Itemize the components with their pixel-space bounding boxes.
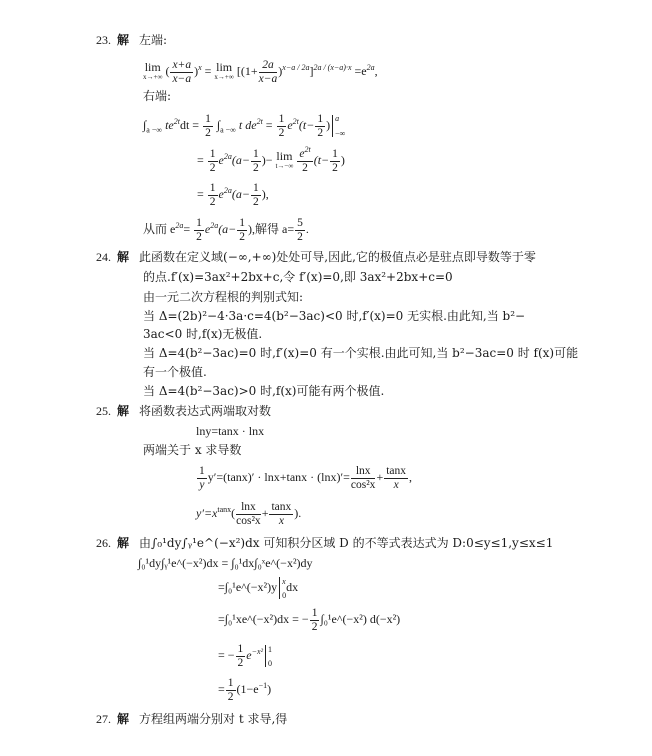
text-line: 当 Δ=(2b)²−4·3a·c=4(b²−3ac)<0 时,f′(x)=0 无实根.由此知,当 b²−	[143, 309, 526, 323]
text-line: 将函数表达式两端取对数	[139, 404, 272, 418]
eq-23-right-1: $\int_{a -\infty}$ $te^{2t}dt$ = $\frac{1}{2}$ $\int_{a -\infty}$ t $de^{2t}$ = $\frac{1}{2}$ $e^{2t}(t-$ $\frac{1}{2}$ ) a −∞	[143, 112, 346, 139]
problem-23-header	[96, 33, 167, 47]
solution-keyword: 解	[117, 712, 130, 726]
problem-number: 26.	[96, 536, 111, 550]
eq-26-step-3: =∫₀¹xe^(−x²)dx = − $\frac{1}{2}$ ∫₀¹e^(−x²) d(−x²)	[218, 606, 401, 633]
text-line: 当 Δ=4(b²−3ac)=0 时,f′(x)=0 有一个实根.由此可知,当 b²−3ac=0 时 f(x)可能	[143, 346, 579, 360]
eq-26-step-4: = − $\frac{1}{2}$ $e^{-x^2}$ 1 0	[218, 642, 272, 669]
problem-27-header	[96, 712, 287, 726]
problem-26-header	[96, 536, 553, 550]
solution-keyword: 解	[117, 404, 130, 418]
eq-25-derivative: $\frac{1}{y}$ y′=(tanx)′ · lnx+tanx · (lnx)′= $\frac{\ln x}{\text{cos²x}}$ + $\frac{\tan x}{x}$ ,	[199, 464, 413, 491]
solution-keyword: 解	[117, 250, 130, 264]
text-line: 有一个极值.	[143, 365, 207, 379]
eq-23-right-3: = $\frac{1}{2}$ $e^{2a}(a-$ $\frac{1}{2}$ ),	[197, 181, 269, 208]
eq-25-result: $y'=x^{tanx}$( $\frac{\ln x}{\text{cos²x}}$ + $\frac{\tan x}{x}$ ).	[196, 500, 302, 527]
eq-23-conclusion: 从而 $e^{2a}=$ $\frac{1}{2}$ $e^{2a}(a-$ $\frac{1}{2}$ ),解得 a= $\frac{5}{2}$ .	[143, 216, 309, 243]
problem-24-header	[96, 250, 536, 264]
text-line: 方程组两端分别对 t 求导,得	[139, 712, 288, 726]
problem-number: 23.	[96, 33, 111, 47]
eq-26-result: = $\frac{1}{2}$ $(1-e^{-1})$	[218, 676, 272, 703]
text-line: 两端关于 x 求导数	[143, 443, 242, 457]
eq-23-right-2: = $\frac{1}{2}$ $e^{2a}(a-$ $\frac{1}{2}$ )− lim t→−∞ $\frac{e^{2t}}{2}$ (t− $\frac{1}{2}$ )	[197, 144, 345, 174]
eq-26-step-2: =∫₀¹e^(−x²)y x 0 dx	[218, 576, 299, 600]
eq-25-log: lny=tanx · lnx	[196, 424, 265, 438]
right-end-label: 右端:	[143, 89, 172, 103]
problem-number: 24.	[96, 250, 111, 264]
problem-number: 27.	[96, 712, 111, 726]
eq-26-step-1: ∫₀¹dy∫ᵧ¹e^(−x²)dx = ∫₀¹dx∫₀ˣe^(−x²)dy	[138, 556, 313, 570]
text-line: 由一元二次方程根的判别式知:	[143, 290, 304, 304]
eq-23-left-limit: lim x→+∞ ( $\frac{x+a}{x-a}$ )$^x$ = lim x→+∞ [(1+ $\frac{2a}{x-a}$ )$^{x-a / 2a}]^{2a / (x-a)\cdot x} =e^{2a}$,	[143, 58, 378, 85]
problem-number: 25.	[96, 404, 111, 418]
text-line: 的点.f′(x)=3ax²+2bx+c,令 f′(x)=0,即 3ax²+2bx+c=0	[143, 270, 453, 284]
left-end-label: 左端:	[139, 33, 168, 47]
text-line: 3ac<0 时,f(x)无极值.	[143, 327, 263, 341]
problem-25-header	[96, 404, 271, 418]
text-line: 此函数在定义域(−∞,+∞)处处可导,因此,它的极值点必是驻点即导数等于零	[139, 250, 536, 264]
text-line: 当 Δ=4(b²−3ac)>0 时,f(x)可能有两个极值.	[143, 384, 385, 398]
text-line: 由∫₀¹dy∫ᵧ¹e^(−x²)dx 可知积分区域 D 的不等式表达式为 D:0≤y≤1,y≤x≤1	[139, 536, 554, 550]
solution-keyword: 解	[117, 33, 130, 47]
solution-keyword: 解	[117, 536, 130, 550]
